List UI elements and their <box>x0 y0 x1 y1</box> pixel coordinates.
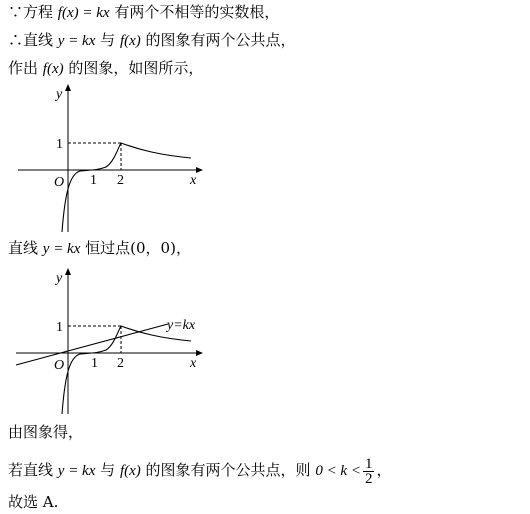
x-tick-2-label: 2 <box>117 173 124 188</box>
fraction <box>363 457 375 486</box>
x-tick-2-label: 2 <box>117 356 124 371</box>
origin-label: O <box>54 175 65 190</box>
line-2 <box>8 30 296 51</box>
math-expression: y = kx <box>57 33 96 49</box>
text-fragment: 有两个不相等的实数根， <box>109 3 280 21</box>
y-axis-arrow <box>65 84 71 91</box>
math-expression: f(x) = kx <box>57 5 110 21</box>
text-fragment: ∵方程 <box>8 3 58 21</box>
text-fragment: 作出 <box>8 59 43 77</box>
line-4 <box>8 238 191 259</box>
math-expression: y = kx <box>57 463 96 479</box>
fraction-denominator: 2 <box>364 470 373 487</box>
y-tick-1-label: 1 <box>56 137 63 152</box>
line-y-kx-label: y=kx <box>167 318 196 333</box>
text-fragment: 的图象有两个公共点， <box>140 31 296 49</box>
text-fragment: 与 <box>95 31 120 49</box>
y-axis-label: y <box>56 271 63 286</box>
text-fragment: 的图象，如图所示， <box>63 59 204 77</box>
x-axis-arrow <box>196 350 203 356</box>
function-graph-1 <box>10 82 210 238</box>
x-axis-arrow <box>196 167 203 173</box>
x-axis-label: x <box>190 356 197 371</box>
math-expression: f(x) <box>119 463 141 479</box>
math-expression: f(x) <box>119 33 141 49</box>
text-fragment: 与 <box>95 461 120 479</box>
x-tick-1-label: 1 <box>90 173 97 188</box>
math-inequality: 0 < k < <box>315 463 361 479</box>
text-fragment: 直线 <box>8 239 43 257</box>
x-axis-label: x <box>190 173 197 188</box>
text-fragment: 的图象有两个公共点，则 <box>140 461 316 479</box>
line-6 <box>8 452 391 489</box>
line-5 <box>8 422 83 442</box>
text-fragment: ， <box>376 461 392 479</box>
y-tick-1-label: 1 <box>56 320 63 335</box>
text-fragment: 由图象得， <box>8 423 84 441</box>
text-fragment: 故选 A. <box>8 493 59 511</box>
math-expression: f(x) <box>42 61 64 77</box>
line-7 <box>8 492 58 512</box>
origin-label: O <box>54 358 65 373</box>
text-fragment: 若直线 <box>8 461 58 479</box>
y-axis-label: y <box>56 87 63 102</box>
line-1 <box>8 2 279 23</box>
math-expression: y = kx <box>42 241 81 257</box>
y-axis-arrow <box>65 268 71 275</box>
function-graph-2 <box>10 266 210 416</box>
text-fragment: 恒过点(0，0)， <box>80 239 191 257</box>
fraction-numerator: 1 <box>364 455 373 472</box>
text-fragment: ∴直线 <box>8 31 58 49</box>
curve-right-branch <box>121 143 191 158</box>
x-tick-1-label: 1 <box>91 356 98 371</box>
line-3 <box>8 58 203 79</box>
